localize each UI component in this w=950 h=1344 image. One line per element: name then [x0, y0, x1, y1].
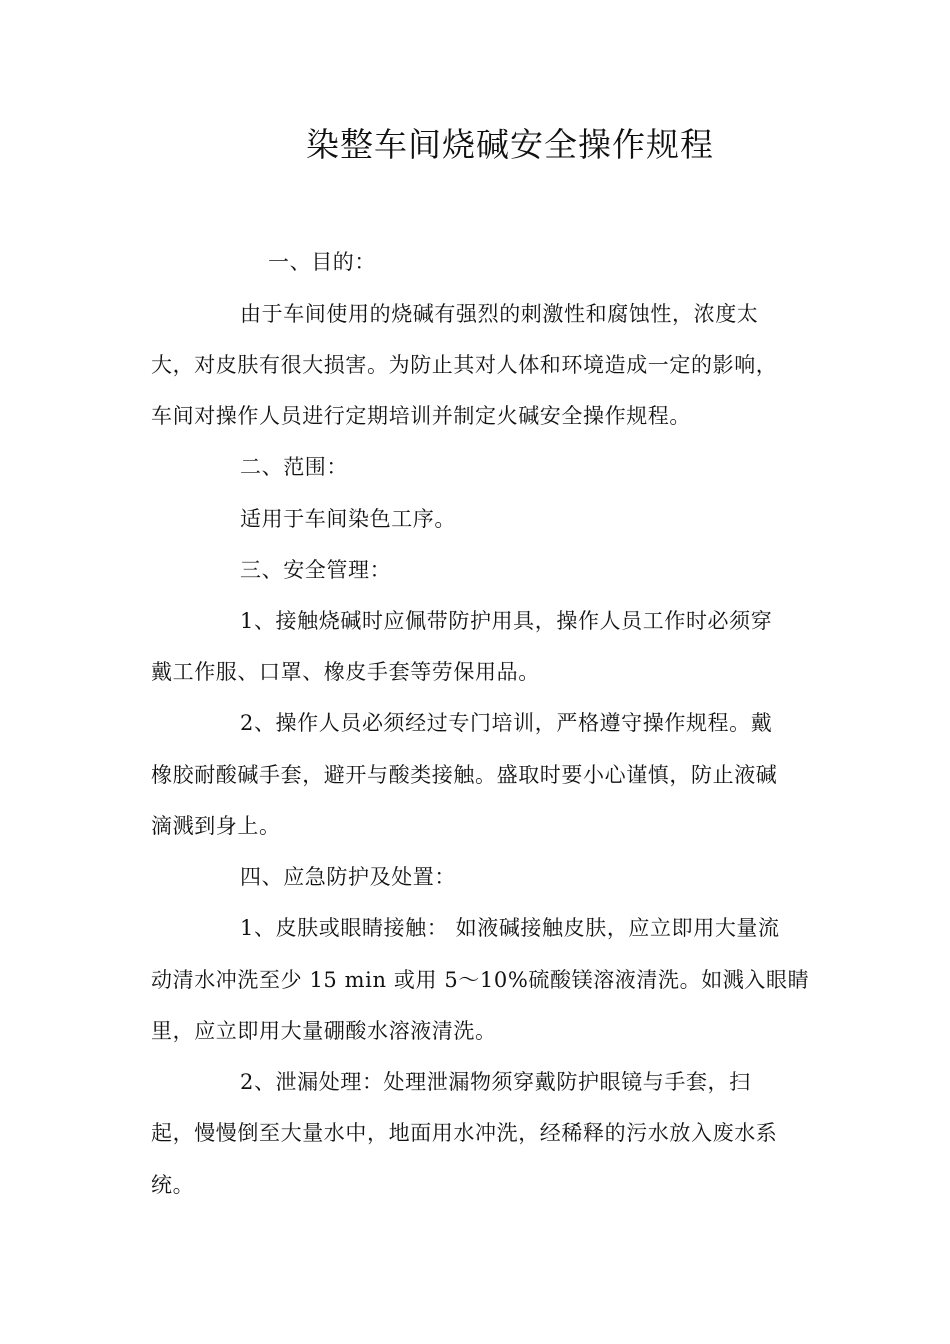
- paragraph-line: 2、泄漏处理：处理泄漏物须穿戴防护眼镜与手套，扫: [240, 1070, 751, 1094]
- paragraph-line: 由于车间使用的烧碱有强烈的刺激性和腐蚀性，浓度太: [240, 302, 759, 326]
- paragraph-line: 起，慢慢倒至大量水中，地面用水冲洗，经稀释的污水放入废水系: [151, 1121, 778, 1145]
- paragraph-line: 戴工作服、口罩、橡皮手套等劳保用品。: [151, 660, 540, 684]
- paragraph-line: 统。: [151, 1173, 195, 1197]
- section-heading-purpose: 一、目的：: [268, 250, 376, 274]
- paragraph-line: 动清水冲洗至少 15 min 或用 5～10%硫酸镁溶液清洗。如溅入眼睛: [151, 968, 810, 992]
- document-title: 染整车间烧碱安全操作规程: [306, 125, 714, 164]
- paragraph-line: 车间对操作人员进行定期培训并制定火碱安全操作规程。: [151, 404, 691, 428]
- paragraph-line: 里，应立即用大量硼酸水溶液清洗。: [151, 1019, 497, 1043]
- paragraph-line: 大，对皮肤有很大损害。为防止其对人体和环境造成一定的影响，: [151, 353, 778, 377]
- section-heading-safety-management: 三、安全管理：: [240, 558, 392, 582]
- paragraph-line: 1、皮肤或眼睛接触： 如液碱接触皮肤，应立即用大量流: [240, 916, 780, 940]
- section-heading-scope: 二、范围：: [240, 455, 348, 479]
- paragraph-line: 适用于车间染色工序。: [240, 507, 456, 531]
- paragraph-line: 2、操作人员必须经过专门培训，严格遵守操作规程。戴: [240, 711, 773, 735]
- paragraph-line: 1、接触烧碱时应佩带防护用具，操作人员工作时必须穿: [240, 609, 773, 633]
- section-heading-emergency: 四、应急防护及处置：: [240, 865, 456, 889]
- paragraph-line: 橡胶耐酸碱手套，避开与酸类接触。盛取时要小心谨慎，防止液碱: [151, 763, 778, 787]
- paragraph-line: 滴溅到身上。: [151, 814, 281, 838]
